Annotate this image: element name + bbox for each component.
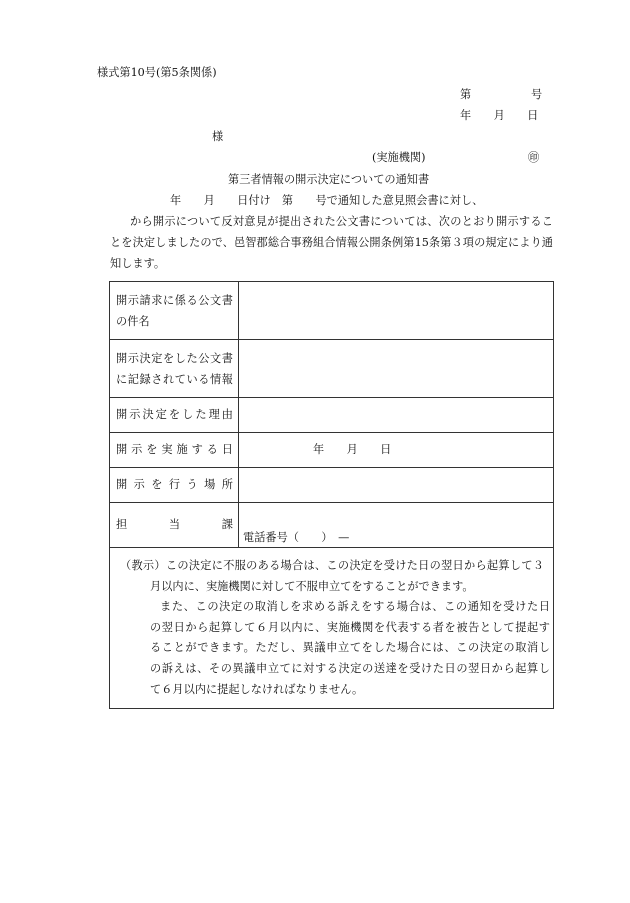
value-cell (239, 433, 554, 468)
label-text: の件名 (116, 314, 150, 328)
phone-number-value: 電話番号（ ） — (239, 503, 554, 548)
notice-line: て６月以内に提起しなければなりません。 (150, 682, 364, 696)
label-cell (110, 282, 239, 340)
appeal-notice-cell (110, 548, 554, 709)
value-cell (239, 398, 554, 433)
doc-number-suffix: 号 (531, 88, 543, 101)
table-row (110, 282, 554, 340)
table-row (110, 340, 554, 398)
table-row (110, 433, 554, 468)
table-row (110, 398, 554, 433)
notice-line: ることができます。ただし、異議申立てをした場合には、この決定の取消し (150, 641, 550, 655)
body-line: 年 月 日付け 第 号で通知した意見照会書に対し、 (170, 194, 484, 207)
doc-number-prefix: 第 (460, 88, 472, 101)
disclosure-date-value: 年 月 日 (313, 443, 392, 457)
seal-mark: ㊞ (528, 151, 540, 164)
label-text: に記録されている情報 (116, 372, 233, 386)
label-text: 開示決定をした理由 (116, 408, 233, 421)
label-text: 担当課 (116, 518, 233, 531)
label-text: 開示請求に係る公文書 (116, 293, 233, 307)
issuer-label: (実施機関) (372, 151, 426, 164)
notice-line: の翌日から起算して６月以内に、実施機関を代表する者を被告として提起す (150, 620, 550, 634)
issue-date: 年 月 日 (460, 109, 539, 122)
table-row (110, 548, 554, 709)
label-cell (110, 398, 239, 433)
disclosure-details-table (109, 281, 554, 709)
table-row (110, 503, 554, 548)
notice-line: の訴えは、その異議申立てに対する決定の送達を受けた日の翌日から起算し (150, 661, 550, 675)
document-title: 第三者情報の開示決定についての通知書 (228, 173, 430, 186)
table-row (110, 468, 554, 503)
form-number: 様式第10号(第5条関係) (97, 66, 217, 79)
notice-line: 月以内に、実施機関に対して不服申立てをすることができます。 (150, 579, 474, 593)
label-text: 開示を実施する日 (116, 443, 233, 456)
notice-line: （教示）この決定に不服のある場合は、この決定を受けた日の翌日から起算して３ (120, 559, 544, 572)
body-line: 知します。 (110, 257, 166, 270)
label-cell (110, 340, 239, 398)
label-text: 開示決定をした公文書 (116, 351, 233, 365)
body-line: から開示について反対意見が提出された公文書については、次のとおり開示するこ (130, 215, 553, 228)
value-cell (239, 340, 554, 398)
label-cell (110, 433, 239, 468)
value-cell (239, 468, 554, 503)
notice-line: また、この決定の取消しを求める訴えをする場合は、この通知を受けた日 (160, 600, 550, 614)
label-cell (110, 503, 239, 548)
addressee-honorific: 様 (212, 130, 224, 143)
label-text: 開示を行う場所 (116, 478, 233, 491)
body-line: とを決定しましたので、邑智郡総合事務組合情報公開条例第15条第３項の規定により通 (110, 236, 553, 249)
label-cell (110, 468, 239, 503)
value-cell (239, 282, 554, 340)
